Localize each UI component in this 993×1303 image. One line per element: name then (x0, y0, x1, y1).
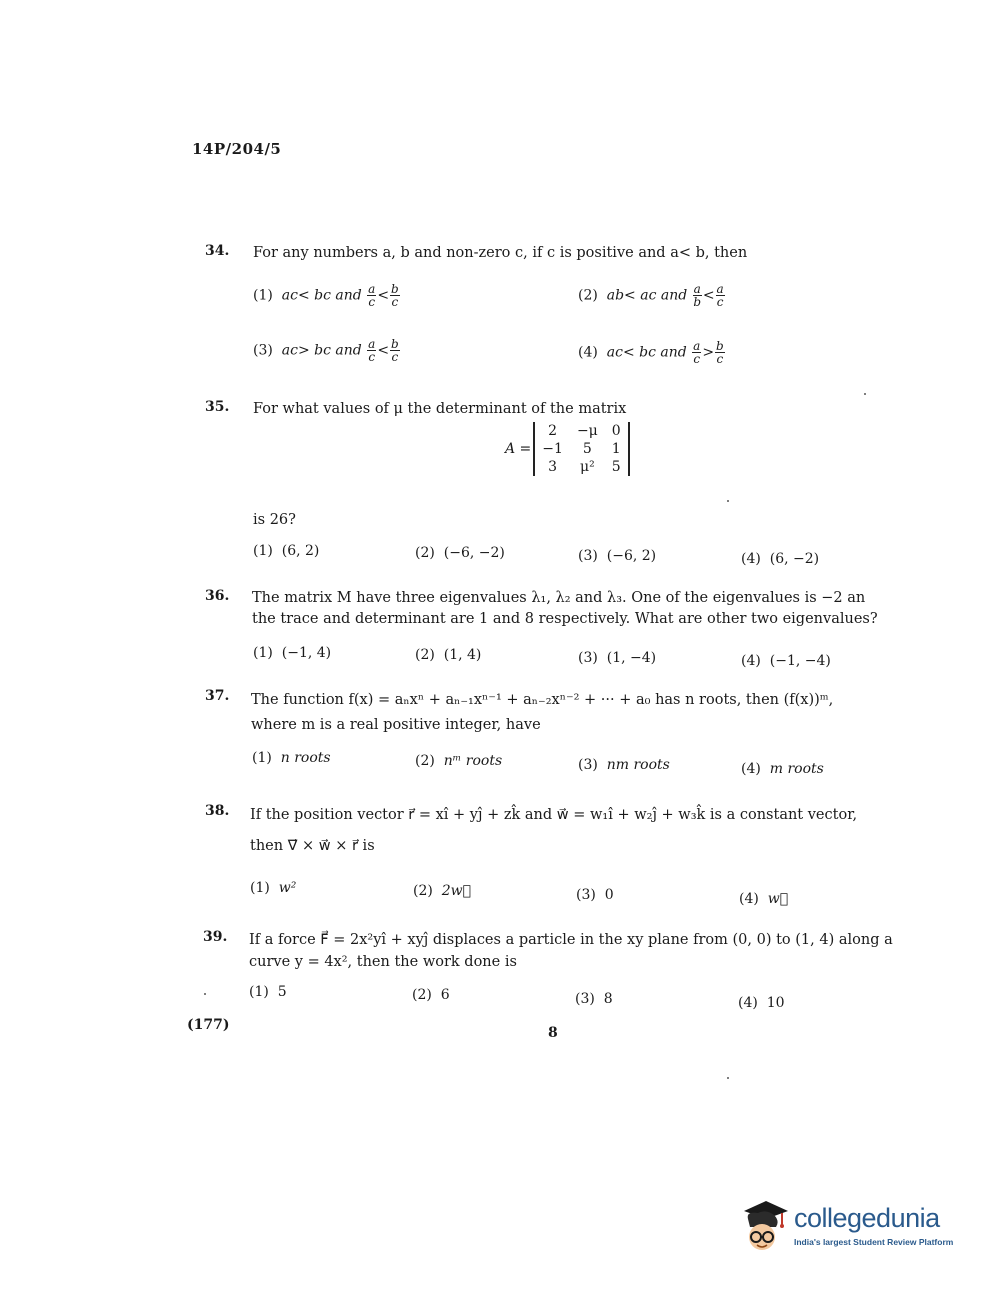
q38-text-line1: If the position vector r⃗ = xî + yĵ + zk̂ and w⃗ = w₁î + w₂ĵ + w₃k̂ is a constant vector, (250, 807, 858, 823)
q34-option-3: (3) ac> bc and $\frac{a}{c}$ < $\frac{b}{c}$ (253, 337, 399, 364)
scan-speck (864, 393, 866, 395)
q34-text: For any numbers a, b and non-zero c, if c is positive and a< b, then (253, 245, 748, 261)
scan-speck (727, 500, 729, 502)
matrix-cell: 0 (611, 423, 621, 439)
logo-tagline: India's largest Student Review Platform (794, 1237, 954, 1247)
q38-option-2: (2) 2w⃗ (413, 883, 472, 899)
q37-option-4: (4) m roots (741, 761, 824, 777)
q35-option-2: (2) (−6, −2) (415, 545, 505, 561)
matrix-cell: 5 (582, 441, 592, 457)
q38-number: 38. (205, 803, 230, 819)
q38-option-4: (4) w⃗ (739, 891, 789, 907)
q35-matrix (498, 422, 630, 476)
paper-code: 14P/204/5 (192, 140, 282, 158)
q39-text-line1: If a force F⃗ = 2x²yî + xyĵ displaces a particle in the xy plane from (0, 0) to (1, 4) along a (249, 932, 893, 948)
q34-number: 34. (205, 243, 230, 259)
matrix-cell: 2 (548, 423, 558, 439)
q34-option-2: (2) ab< ac and $\frac{a}{b}$ < $\frac{a}{c}$ (578, 282, 724, 309)
scan-speck (727, 1077, 729, 1079)
logo-wordmark: collegedunia (794, 1203, 940, 1233)
matrix-cell: μ² (580, 459, 595, 475)
q38-option-3: (3) 0 (576, 887, 614, 903)
q37-option-3: (3) nm roots (578, 757, 670, 773)
q39-option-2: (2) 6 (412, 987, 450, 1003)
q39-option-4: (4) 10 (738, 995, 785, 1011)
q38-text-line2: then ∇⃗ × w⃗ × r⃗ is (250, 838, 375, 854)
q35-text-after: is 26? (253, 512, 296, 528)
matrix-cell: −1 (542, 441, 563, 457)
scan-speck (204, 993, 206, 995)
q39-text-line2: curve y = 4x², then the work done is (249, 954, 517, 970)
q35-option-1: (1) (6, 2) (253, 543, 320, 559)
q36-text-line1: The matrix M have three eigenvalues λ₁, λ₂ and λ₃. One of the eigenvalues is −2 an (252, 590, 866, 606)
q37-number: 37. (205, 688, 230, 704)
matrix-label: A = (505, 441, 532, 457)
q39-option-1: (1) 5 (249, 984, 287, 1000)
q36-number: 36. (205, 588, 230, 604)
q37-option-2: (2) nᵐ roots (415, 753, 503, 769)
page-number: 8 (548, 1025, 558, 1041)
q39-option-3: (3) 8 (575, 991, 613, 1007)
q37-option-1: (1) n roots (252, 750, 331, 766)
q36-option-2: (2) (1, 4) (415, 647, 482, 663)
q35-number: 35. (205, 399, 230, 415)
matrix-cell: 1 (611, 441, 621, 457)
matrix-cell: 3 (548, 459, 558, 475)
q36-text-line2: the trace and determinant are 1 and 8 respectively. What are other two eigenvalues? (252, 611, 878, 627)
q35-option-3: (3) (−6, 2) (578, 548, 657, 564)
q35-text: For what values of μ the determinant of the matrix (253, 401, 627, 417)
q34-option-4: (4) ac< bc and $\frac{a}{c}$ > $\frac{b}{c}$ (578, 339, 724, 366)
q37-text-line2: where m is a real positive integer, have (251, 717, 541, 733)
q38-option-1: (1) w² (250, 880, 297, 896)
q37-text-line1: The function f(x) = aₙxⁿ + aₙ₋₁xⁿ⁻¹ + aₙ₋₂xⁿ⁻² + ··· + a₀ has n roots, then (f(x))ᵐ, (251, 692, 834, 708)
matrix-cell: 5 (611, 459, 621, 475)
q36-option-3: (3) (1, −4) (578, 650, 657, 666)
paper-series-code: (177) (187, 1017, 230, 1033)
q39-number: 39. (203, 929, 228, 945)
matrix-cell: −μ (576, 423, 598, 439)
q34-option-1: (1) ac< bc and $\frac{a}{c}$ < $\frac{b}{c}$ (253, 282, 399, 309)
collegedunia-logo (736, 1197, 966, 1257)
q36-option-1: (1) (−1, 4) (253, 645, 332, 661)
q35-option-4: (4) (6, −2) (741, 551, 820, 567)
mascot-icon (736, 1197, 792, 1257)
q36-option-4: (4) (−1, −4) (741, 653, 831, 669)
